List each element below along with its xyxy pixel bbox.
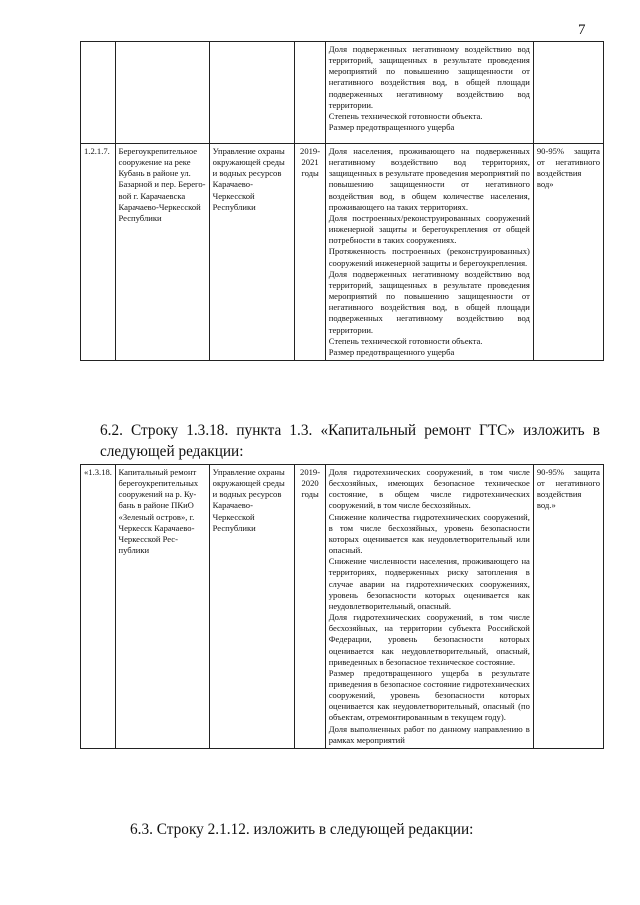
table-row (81, 144, 604, 361)
indicator-text: Доля выполненных работ по данному направлению в рамках мероприятий (328, 723, 530, 745)
table-row (81, 465, 604, 749)
number-cell (81, 42, 116, 144)
indicator-text: Размер предотвращенного ущерба (328, 346, 455, 357)
object-cell (115, 42, 209, 144)
responsible-cell: Управление охраны окружающей среды и водных ресурсов Карачаево-Черкесской Республики (209, 144, 295, 361)
table-row-continuation (81, 42, 604, 144)
indicator-text: Доля построенных/реконструированных сооружений инженерной защиты и берегоукрепления от общей потребности в таких сооружениях. (328, 212, 530, 246)
indicators-cell (325, 465, 533, 749)
program-table-1 (80, 41, 604, 361)
result-cell: 90-95% защита от негативного воздействия вод» (533, 144, 603, 361)
indicator-text: Доля населения, проживающего на подверженных негативному воздействию вод территориях, защищенных в результате проведения мероприятий по повышению защищенности от негативного воздействия вод, в общем количестве населения, проживающего на таких территориях. (328, 146, 530, 212)
years-cell: 2019-2020 годы (295, 465, 325, 749)
years-cell: 2019-2021 годы (295, 144, 325, 361)
indicator-text: Степень технической готовности объекта. (328, 335, 483, 346)
indicator-text: Протяженность построенных (реконструированных) сооружений инженерной защиты и берегоукрепления. (328, 246, 530, 268)
indicator-text: Размер предотвращенного ущерба (328, 122, 455, 133)
number-cell: «1.3.18. (81, 465, 116, 749)
indicator-text: Размер предотвращенного ущерба в результате приведения в безопасное состояние гидротехнических сооружений, уровень безопасности которых оценивается как неудовлетворительный, опасный (по объектам, отремонтированным в текущем году). (328, 667, 530, 723)
object-cell: Капитальный ремонт берегоукрепительных сооружений на р. Кубань в районе ПКиО «Зеленый остров», г. Черкесск Карачаево-Черкесской Республики (115, 465, 209, 749)
indicator-text: Степень технической готовности объекта. (328, 110, 483, 121)
result-cell (533, 42, 603, 144)
indicator-text: Снижение количества гидротехнических сооружений, в том числе бесхозяйных, уровень безопасности которых оценивается как неудовлетворительный или опасный. (328, 511, 530, 556)
indicator-text: Доля подверженных негативному воздействию вод территорий, защищенных в результате проведения мероприятий по повышению защищенности от негативного воздействия вод, в общей площади подверженных негативному воздействию вод территории. (328, 44, 530, 110)
indicators-cell (325, 42, 533, 144)
section-heading: 6.3. Строку 2.1.12. изложить в следующей редакции: (130, 821, 474, 838)
page-number: 7 (578, 22, 586, 38)
section-heading: 6.2. Строку 1.3.18. пункта 1.3. «Капитальный ремонт ГТС» изложить в следующей редакции: (100, 422, 600, 460)
indicator-text: Снижение численности населения, проживающего на территориях, подверженных риску затопления в случае аварии на гидротехнических сооружениях, уровень безопасности которых оценивается как неудовлетворительный, опасный. (328, 556, 530, 611)
indicators-cell (325, 144, 533, 361)
object-cell: Берегоукрепительное сооружение на реке Кубань в районе ул. Базарной и пер. Береговой г. Карачаевска Карачаево-Черкесской Республики (115, 144, 209, 361)
responsible-cell (209, 42, 295, 144)
indicator-text: Доля гидротехнических сооружений, в том числе бесхозяйных, имеющих безопасное техническое состояние, в общем числе гидротехнических сооружений, в том числе бесхозяйных. (328, 467, 530, 511)
result-cell: 90-95% защита от негативного воздействия вод.» (533, 465, 603, 749)
indicator-text: Доля подверженных негативному воздействию вод территорий, защищенных в результате проведения мероприятий по повышению защищенности от негативного воздействия вод, в общей площади подверженных негативному воздействию вод территории. (328, 268, 530, 335)
years-cell (295, 42, 325, 144)
indicator-text: Доля гидротехнических сооружений, в том числе бесхозяйных, на территории субъекта Российской Федерации, уровень безопасности которых оценивается как неудовлетворительный, опасный, приведенных в безопасное техническое состояние. (328, 612, 530, 667)
number-cell: 1.2.1.7. (81, 144, 116, 361)
responsible-cell: Управление охраны окружающей среды и водных ресурсов Карачаево-Черкесской Республики (209, 465, 295, 749)
program-table-2 (80, 464, 604, 749)
